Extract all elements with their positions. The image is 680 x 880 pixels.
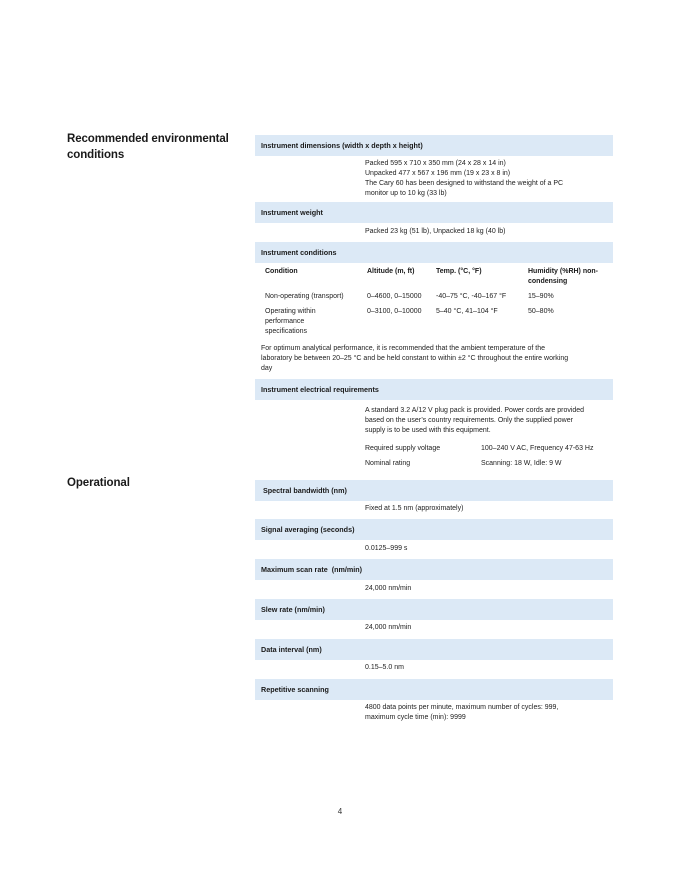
spectral-bandwidth-header: Spectral bandwidth (nm) <box>255 480 613 501</box>
col-header-altitude: Altitude (m, ft) <box>367 268 415 275</box>
electrical-line: based on the user’s country requirements. Only the supplied power <box>365 417 573 424</box>
table-cell: 50–80% <box>528 308 554 315</box>
col-header-humidity-line: condensing <box>528 278 568 285</box>
dimensions-line: Unpacked 477 x 567 x 196 mm (19 x 23 x 8 in) <box>365 170 511 177</box>
section-heading-operational: Operational <box>67 477 130 489</box>
section-heading-environmental: Recommended environmental conditions <box>67 133 229 161</box>
table-cell-line: performance <box>265 318 305 325</box>
electrical-description <box>365 406 607 436</box>
col-header-humidity-line: Humidity (%RH) non- <box>528 268 598 275</box>
dimensions-header: Instrument dimensions (width x depth x height) <box>255 135 613 156</box>
electrical-line: supply is to be used with this equipment. <box>365 427 491 434</box>
repetitive-scanning-value <box>365 703 607 723</box>
table-cell: 5–40 °C, 41–104 °F <box>436 308 498 315</box>
data-interval-value: 0.15–5.0 nm <box>365 664 404 671</box>
dimensions-line: monitor up to 10 kg (33 lb) <box>365 190 447 197</box>
table-cell: 15–90% <box>528 293 554 300</box>
signal-averaging-header: Signal averaging (seconds) <box>255 519 613 540</box>
slew-rate-value: 24,000 nm/min <box>365 624 412 631</box>
electrical-line: A standard 3.2 A/12 V plug pack is provided. Power cords are provided <box>365 407 585 414</box>
slew-rate-header: Slew rate (nm/min) <box>255 599 613 620</box>
col-header-temp: Temp. (°C, °F) <box>436 268 482 275</box>
data-interval-header: Data interval (nm) <box>255 639 613 660</box>
supply-voltage-value: 100–240 V AC, Frequency 47-63 Hz <box>481 445 594 452</box>
supply-voltage-label: Required supply voltage <box>365 445 441 452</box>
dimensions-line: The Cary 60 has been designed to withstand the weight of a PC <box>365 180 564 187</box>
table-cell <box>265 307 316 337</box>
repetitive-scanning-header: Repetitive scanning <box>255 679 613 700</box>
max-scan-rate-value: 24,000 nm/min <box>365 585 412 592</box>
col-header-humidity <box>528 267 598 287</box>
conditions-header: Instrument conditions <box>255 242 613 263</box>
table-cell-line: Operating within <box>265 308 316 315</box>
electrical-header: Instrument electrical requirements <box>255 379 613 400</box>
table-cell: Non-operating (transport) <box>265 293 344 300</box>
weight-header: Instrument weight <box>255 202 613 223</box>
dimensions-values <box>365 159 607 199</box>
table-cell: -40–75 °C, -40–167 °F <box>436 293 507 300</box>
col-header-condition: Condition <box>265 268 298 275</box>
page-number: 4 <box>337 807 343 816</box>
repetitive-scanning-line: 4800 data points per minute, maximum number of cycles: 999, <box>365 704 559 711</box>
repetitive-scanning-line: maximum cycle time (min): 9999 <box>365 714 466 721</box>
signal-averaging-value: 0.0125–999 s <box>365 545 408 552</box>
conditions-note <box>261 344 606 374</box>
nominal-rating-value: Scanning: 18 W, Idle: 9 W <box>481 460 562 467</box>
dimensions-line: Packed 595 x 710 x 350 mm (24 x 28 x 14 in) <box>365 160 506 167</box>
nominal-rating-label: Nominal rating <box>365 460 411 467</box>
table-cell-line: specifications <box>265 328 308 335</box>
note-line: day <box>261 365 273 372</box>
table-cell: 0–4600, 0–15000 <box>367 293 422 300</box>
table-cell: 0–3100, 0–10000 <box>367 308 422 315</box>
note-line: For optimum analytical performance, it is recommended that the ambient temperature of the <box>261 345 546 352</box>
max-scan-rate-header: Maximum scan rate (nm/min) <box>255 559 613 580</box>
note-line: laboratory be between 20–25 °C and be held constant to within ±2 °C throughout the entire working <box>261 355 569 362</box>
spectral-bandwidth-value: Fixed at 1.5 nm (approximately) <box>365 505 464 512</box>
weight-value: Packed 23 kg (51 lb), Unpacked 18 kg (40 lb) <box>365 228 506 235</box>
